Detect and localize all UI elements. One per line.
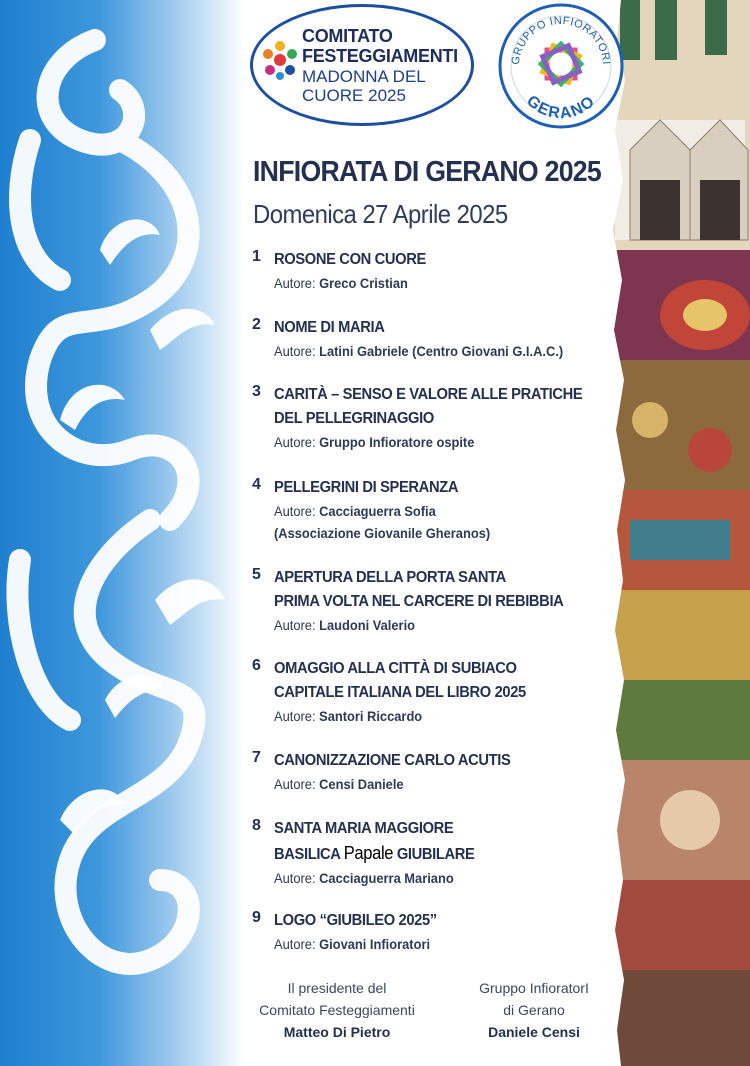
logo-comitato-line3: MADONNA DEL xyxy=(302,67,426,86)
author-name: Cacciaguerra Sofia xyxy=(319,503,436,519)
logo-comitato-line4: CUORE 2025 xyxy=(302,86,406,105)
entry-number: 8 xyxy=(252,817,261,834)
entry-number: 6 xyxy=(252,657,261,674)
author-prefix: Autore: xyxy=(274,503,316,519)
entry-title: LOGO “GIUBILEO 2025” xyxy=(274,912,437,929)
author-prefix: Autore: xyxy=(274,434,316,450)
logo-comitato-line1: COMITATO xyxy=(302,26,393,46)
author-prefix: Autore: xyxy=(274,870,316,886)
entry-author xyxy=(274,340,563,362)
entry-title: ROSONE CON CUORE xyxy=(274,251,426,268)
signature-role: Il presidente del xyxy=(287,980,387,996)
entry-number: 5 xyxy=(252,566,261,583)
entry-author xyxy=(274,272,426,294)
author-name: Greco Cristian xyxy=(319,275,408,291)
page-title: INFIORATA DI GERANO 2025 xyxy=(253,156,602,188)
signature-organization: di Gerano xyxy=(503,1002,565,1018)
entry-number: 3 xyxy=(252,383,261,400)
entry-title: OMAGGIO ALLA CITTÀ DI SUBIACO xyxy=(274,660,517,677)
logo-comitato-line2: FESTEGGIAMENTI xyxy=(302,46,458,66)
entry-author xyxy=(274,500,490,522)
entry-title: CAPITALE ITALIANA DEL LIBRO 2025 xyxy=(274,684,526,701)
entry-title: SANTA MARIA MAGGIORE xyxy=(274,820,454,837)
signature-role: Gruppo InfioratorI xyxy=(479,980,589,996)
gruppo-infioratori-logo xyxy=(497,2,625,130)
entry-title: CARITÀ – SENSO E VALORE ALLE PRATICHE xyxy=(274,386,583,403)
author-prefix: Autore: xyxy=(274,708,316,724)
author-name: Cacciaguerra Mariano xyxy=(319,870,454,886)
signature-gruppo xyxy=(465,977,603,1043)
entry-author xyxy=(274,933,437,955)
entry-author xyxy=(274,431,582,453)
entry-author-affiliation xyxy=(274,522,490,544)
entry-number: 7 xyxy=(252,749,261,766)
entry-title: DEL PELLEGRINAGGIO xyxy=(274,410,434,427)
signature-name: Daniele Censi xyxy=(488,1024,580,1040)
entry-title-part: GIUBILARE xyxy=(396,846,475,863)
author-prefix: Autore: xyxy=(274,275,316,291)
entry-title: APERTURA DELLA PORTA SANTA xyxy=(274,569,506,586)
author-name: Giovani Infioratori xyxy=(319,936,431,952)
author-affiliation: (Associazione Giovanile Gheranos) xyxy=(274,525,491,541)
entry-title-part: BASILICA xyxy=(274,846,341,863)
entry-number: 1 xyxy=(252,248,261,265)
white-scroll-ornament xyxy=(0,0,245,1066)
author-prefix: Autore: xyxy=(274,776,316,792)
author-name: Latini Gabriele (Centro Giovani G.I.A.C.) xyxy=(319,343,564,359)
event-date: Domenica 27 Aprile 2025 xyxy=(253,199,508,229)
author-name: Santori Riccardo xyxy=(319,708,423,724)
author-name: Censi Daniele xyxy=(319,776,404,792)
author-prefix: Autore: xyxy=(274,343,316,359)
entry-author xyxy=(274,773,510,795)
gruppo-infioratori-emblem xyxy=(497,2,625,130)
signature-organization: Comitato Festeggiamenti xyxy=(259,1002,415,1018)
entry-author xyxy=(274,614,563,636)
author-prefix: Autore: xyxy=(274,936,316,952)
entry-title: PRIMA VOLTA NEL CARCERE DI REBIBBIA xyxy=(274,593,564,610)
entry-title: NOME DI MARIA xyxy=(274,319,385,336)
entry-title-line2 xyxy=(274,841,474,867)
signature-president xyxy=(250,977,424,1043)
entry-title: PELLEGRINI DI SPERANZA xyxy=(274,479,459,496)
author-name: Gruppo Infioratore ospite xyxy=(319,434,475,450)
comitato-festeggiamenti-logo xyxy=(250,4,472,124)
gruppo-logo-bottom-text: GERANO xyxy=(523,92,599,123)
signature-name: Matteo Di Pietro xyxy=(283,1024,391,1040)
colorful-flower-icon xyxy=(260,30,300,90)
entry-title: CANONIZZAZIONE CARLO ACUTIS xyxy=(274,752,511,769)
entry-author xyxy=(274,867,474,889)
author-prefix: Autore: xyxy=(274,617,316,633)
entry-number: 9 xyxy=(252,909,261,926)
left-ornament-band xyxy=(0,0,245,1066)
entry-number: 4 xyxy=(252,476,261,493)
entry-number: 2 xyxy=(252,316,261,333)
entry-title-part-plain: Papale xyxy=(343,843,394,863)
entry-author xyxy=(274,705,526,727)
author-name: Laudoni Valerio xyxy=(319,617,416,633)
gruppo-logo-top-text: GRUPPO INFIORATORI xyxy=(509,14,613,66)
